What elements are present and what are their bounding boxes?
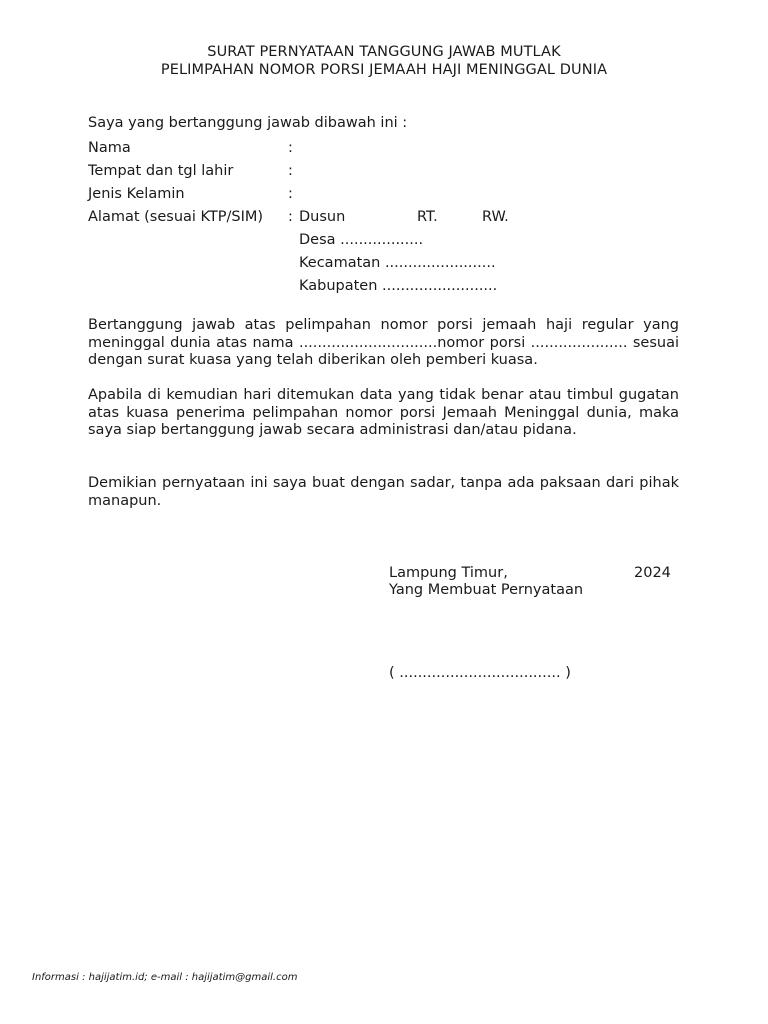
paragraph-responsibility: Bertanggung jawab atas pelimpahan nomor porsi jemaah haji regular yang meninggal dunia atas nama ..............................nomor porsi ..................... sesuai dengan surat kuasa yang telah diberikan oleh pemberi kuasa. <box>88 317 679 368</box>
address-dusun: Dusun <box>299 209 346 225</box>
document-title-line1: SURAT PERNYATAAN TANGGUNG JAWAB MUTLAK <box>207 44 561 60</box>
footer-info: Informasi : hajijatim.id; e-mail : hajijatim@gmail.com <box>32 972 298 983</box>
field-colon: : <box>288 140 293 156</box>
document-title-line2: PELIMPAHAN NOMOR PORSI JEMAAH HAJI MENINGGAL DUNIA <box>160 62 608 78</box>
address-desa: Desa .................. <box>299 232 424 248</box>
address-kecamatan: Kecamatan ........................ <box>299 255 496 271</box>
address-kabupaten: Kabupaten ......................... <box>299 278 498 294</box>
signature-role: Yang Membuat Pernyataan <box>389 582 584 598</box>
field-label: Tempat dan tgl lahir <box>88 163 234 179</box>
paragraph-liability: Apabila di kemudian hari ditemukan data yang tidak benar atau timbul gugatan atas kuasa penerima pelimpahan nomor porsi Jemaah Meninggal dunia, maka saya siap bertanggung jawab secara administrasi dan/atau pidana. <box>88 387 679 438</box>
address-rt: RT. <box>417 209 438 225</box>
signature-name-placeholder: ( ................................... ) <box>389 665 571 681</box>
field-label: Alamat (sesuai KTP/SIM) <box>88 209 264 225</box>
field-colon: : <box>288 209 293 225</box>
field-colon: : <box>288 163 293 179</box>
intro-text: Saya yang bertanggung jawab dibawah ini : <box>88 115 408 131</box>
address-rw: RW. <box>482 209 509 225</box>
signature-place: Lampung Timur, <box>389 565 508 581</box>
field-colon: : <box>288 186 293 202</box>
paragraph-closing: Demikian pernyataan ini saya buat dengan sadar, tanpa ada paksaan dari pihak manapun. <box>88 475 679 509</box>
field-label: Nama <box>88 140 131 156</box>
signature-year: 2024 <box>634 565 671 581</box>
field-label: Jenis Kelamin <box>88 186 185 202</box>
